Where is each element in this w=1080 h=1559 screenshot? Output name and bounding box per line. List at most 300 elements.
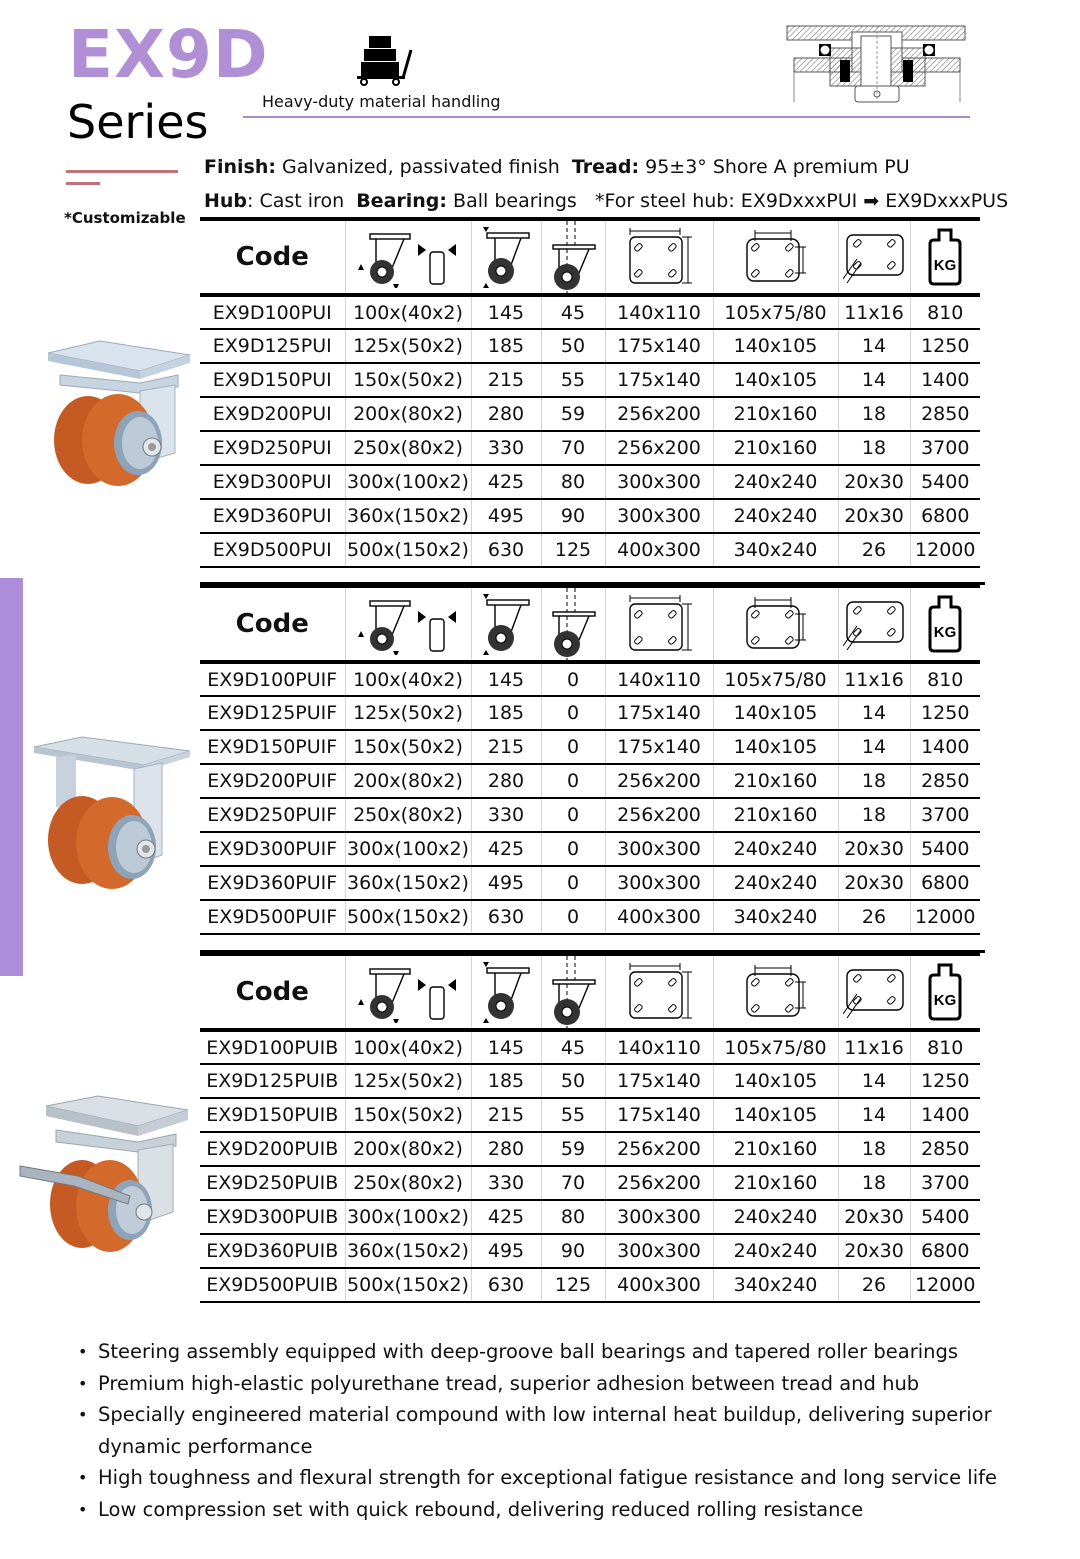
swivel-offset-icon (549, 221, 597, 293)
cell-load-capacity: 5400 (910, 832, 980, 866)
cart-with-boxes-icon (356, 34, 416, 86)
cell-load-capacity: 12000 (910, 900, 980, 934)
cell-bolt-hole-size: 11x16 (838, 295, 910, 329)
header-divider (243, 116, 970, 118)
overall-height-icon (481, 592, 531, 656)
cell-load-capacity: 810 (910, 295, 980, 329)
load-capacity-kg-icon (926, 963, 964, 1021)
cell-overall-height: 185 (471, 329, 541, 363)
svg-text:KG: KG (934, 624, 957, 641)
cell-bolt-hole-spacing: 210x160 (713, 764, 838, 798)
customizable-note: *Customizable (64, 209, 186, 227)
cell-overall-height: 215 (471, 730, 541, 764)
plate-size-icon (626, 227, 692, 287)
cell-code: EX9D500PUIF (200, 900, 345, 934)
cell-wheel-size: 150x(50x2) (345, 363, 471, 397)
cell-load-capacity: 2850 (910, 764, 980, 798)
cell-wheel-size: 200x(80x2) (345, 1132, 471, 1166)
cell-bolt-hole-spacing: 105x75/80 (713, 1030, 838, 1064)
cell-code: EX9D360PUIF (200, 866, 345, 900)
cell-load-capacity: 2850 (910, 397, 980, 431)
cell-wheel-size: 360x(150x2) (345, 499, 471, 533)
cell-plate-size: 140x110 (605, 1030, 713, 1064)
cell-load-capacity: 1250 (910, 696, 980, 730)
cell-load-capacity: 5400 (910, 465, 980, 499)
table-row (200, 1132, 980, 1166)
feature-item: • Steering assembly equipped with deep-groove ball bearings and tapered roller bearings (78, 1336, 1018, 1368)
cell-plate-size: 400x300 (605, 533, 713, 567)
table-row (200, 1098, 980, 1132)
cell-bolt-hole-size: 18 (838, 397, 910, 431)
cell-code: EX9D125PUIB (200, 1064, 345, 1098)
cell-wheel-size: 200x(80x2) (345, 397, 471, 431)
cell-overall-height: 215 (471, 363, 541, 397)
cell-swivel-offset: 45 (541, 295, 605, 329)
cell-bolt-hole-spacing: 140x105 (713, 329, 838, 363)
cell-overall-height: 145 (471, 1030, 541, 1064)
cell-wheel-size: 250x(80x2) (345, 431, 471, 465)
table-row (200, 696, 980, 730)
cell-overall-height: 495 (471, 499, 541, 533)
cell-load-capacity: 1250 (910, 1064, 980, 1098)
column-header-overall-height (471, 586, 541, 662)
cell-bolt-hole-spacing: 105x75/80 (713, 662, 838, 696)
column-header-swivel-offset (541, 954, 605, 1030)
cell-bolt-hole-size: 26 (838, 900, 910, 934)
cell-wheel-size: 100x(40x2) (345, 1030, 471, 1064)
cell-bolt-hole-size: 14 (838, 329, 910, 363)
cell-bolt-hole-size: 18 (838, 431, 910, 465)
wheel-size-icon (356, 226, 461, 288)
cell-code: EX9D500PUIB (200, 1268, 345, 1302)
cell-code: EX9D200PUIF (200, 764, 345, 798)
cell-bolt-hole-spacing: 210x160 (713, 397, 838, 431)
svg-text:KG: KG (934, 257, 957, 274)
column-header-bolt-hole-size (838, 586, 910, 662)
cell-bolt-hole-size: 20x30 (838, 1234, 910, 1268)
column-header-wheel-size (345, 219, 471, 295)
overall-height-icon (481, 960, 531, 1024)
cell-swivel-offset: 0 (541, 832, 605, 866)
cell-plate-size: 300x300 (605, 832, 713, 866)
cell-plate-size: 256x200 (605, 1132, 713, 1166)
cell-code: EX9D500PUI (200, 533, 345, 567)
cell-wheel-size: 500x(150x2) (345, 533, 471, 567)
column-header-load-capacity (910, 219, 980, 295)
cell-swivel-offset: 90 (541, 1234, 605, 1268)
cell-overall-height: 425 (471, 465, 541, 499)
table-body (200, 295, 980, 567)
table-row (200, 1030, 980, 1064)
cell-overall-height: 495 (471, 1234, 541, 1268)
cell-swivel-offset: 0 (541, 900, 605, 934)
cell-load-capacity: 1400 (910, 363, 980, 397)
cell-bolt-hole-spacing: 210x160 (713, 431, 838, 465)
cell-wheel-size: 200x(80x2) (345, 764, 471, 798)
tagline: Heavy-duty material handling (262, 92, 501, 111)
cell-swivel-offset: 125 (541, 1268, 605, 1302)
spec-line-finish-tread (204, 156, 910, 178)
cell-wheel-size: 125x(50x2) (345, 696, 471, 730)
column-header-overall-height (471, 219, 541, 295)
cell-swivel-offset: 0 (541, 798, 605, 832)
cell-overall-height: 425 (471, 1200, 541, 1234)
cell-plate-size: 256x200 (605, 397, 713, 431)
table-row (200, 730, 980, 764)
cell-overall-height: 630 (471, 1268, 541, 1302)
column-header-overall-height (471, 954, 541, 1030)
cell-bolt-hole-spacing: 240x240 (713, 866, 838, 900)
cell-plate-size: 300x300 (605, 866, 713, 900)
cell-load-capacity: 1250 (910, 329, 980, 363)
cell-code: EX9D200PUI (200, 397, 345, 431)
cell-code: EX9D125PUIF (200, 696, 345, 730)
tread-label: Tread: (571, 156, 640, 178)
fixed-caster-image (32, 735, 192, 895)
bearing-label: Bearing: (356, 190, 448, 212)
cell-plate-size: 175x140 (605, 696, 713, 730)
cell-bolt-hole-size: 20x30 (838, 866, 910, 900)
table-row (200, 832, 980, 866)
cell-overall-height: 215 (471, 1098, 541, 1132)
cell-plate-size: 256x200 (605, 798, 713, 832)
cell-bolt-hole-size: 11x16 (838, 1030, 910, 1064)
column-header-bolt-hole-size (838, 954, 910, 1030)
cell-code: EX9D300PUIB (200, 1200, 345, 1234)
cell-wheel-size: 300x(100x2) (345, 832, 471, 866)
cell-bolt-hole-size: 14 (838, 1064, 910, 1098)
cell-swivel-offset: 70 (541, 1166, 605, 1200)
cell-code: EX9D100PUIF (200, 662, 345, 696)
table-row (200, 662, 980, 696)
cell-load-capacity: 3700 (910, 1166, 980, 1200)
cell-plate-size: 140x110 (605, 295, 713, 329)
cell-plate-size: 256x200 (605, 764, 713, 798)
cell-plate-size: 400x300 (605, 900, 713, 934)
cell-wheel-size: 500x(150x2) (345, 900, 471, 934)
svg-text:KG: KG (934, 992, 957, 1009)
cell-wheel-size: 500x(150x2) (345, 1268, 471, 1302)
cell-swivel-offset: 59 (541, 397, 605, 431)
cell-bolt-hole-spacing: 140x105 (713, 1064, 838, 1098)
table-row (200, 1268, 980, 1302)
cell-wheel-size: 125x(50x2) (345, 329, 471, 363)
cell-bolt-hole-spacing: 240x240 (713, 499, 838, 533)
feature-item: • High toughness and flexural strength for exceptional fatigue resistance and long service life (78, 1462, 1018, 1494)
overall-height-icon (481, 225, 531, 289)
load-capacity-kg-icon (926, 228, 964, 286)
spec-table-fixed (200, 584, 980, 935)
cell-load-capacity: 6800 (910, 1234, 980, 1268)
cell-wheel-size: 150x(50x2) (345, 1098, 471, 1132)
cell-swivel-offset: 0 (541, 730, 605, 764)
plate-size-icon (626, 962, 692, 1022)
swivel-caster-image (40, 335, 195, 490)
hub-label: Hub (204, 190, 248, 212)
column-header-bolt-hole-size (838, 219, 910, 295)
bolt-hole-spacing-icon (743, 227, 809, 287)
cell-bolt-hole-spacing: 140x105 (713, 730, 838, 764)
cell-plate-size: 256x200 (605, 431, 713, 465)
finish-value: Galvanized, passivated finish (275, 156, 560, 178)
cell-overall-height: 495 (471, 866, 541, 900)
cell-wheel-size: 250x(80x2) (345, 798, 471, 832)
cell-wheel-size: 250x(80x2) (345, 1166, 471, 1200)
cell-code: EX9D250PUIB (200, 1166, 345, 1200)
column-header-code: Code (200, 219, 345, 295)
cell-overall-height: 330 (471, 431, 541, 465)
cell-load-capacity: 1400 (910, 1098, 980, 1132)
plate-size-icon (626, 594, 692, 654)
bolt-hole-size-icon (843, 231, 905, 283)
cell-code: EX9D150PUI (200, 363, 345, 397)
bolt-hole-spacing-icon (743, 962, 809, 1022)
cell-bolt-hole-spacing: 105x75/80 (713, 295, 838, 329)
cell-wheel-size: 150x(50x2) (345, 730, 471, 764)
cell-bolt-hole-size: 26 (838, 533, 910, 567)
cell-bolt-hole-spacing: 240x240 (713, 1234, 838, 1268)
cell-bolt-hole-size: 20x30 (838, 1200, 910, 1234)
table-row (200, 1234, 980, 1268)
cell-wheel-size: 300x(100x2) (345, 465, 471, 499)
cell-overall-height: 145 (471, 662, 541, 696)
column-header-plate-size (605, 586, 713, 662)
cell-code: EX9D300PUI (200, 465, 345, 499)
column-header-wheel-size (345, 586, 471, 662)
cell-load-capacity: 810 (910, 1030, 980, 1064)
cell-load-capacity: 3700 (910, 798, 980, 832)
cell-bolt-hole-size: 14 (838, 363, 910, 397)
cell-overall-height: 330 (471, 1166, 541, 1200)
table-row (200, 798, 980, 832)
cell-load-capacity: 1400 (910, 730, 980, 764)
table-row (200, 1166, 980, 1200)
table-row (200, 499, 980, 533)
cell-overall-height: 280 (471, 764, 541, 798)
cell-bolt-hole-size: 14 (838, 730, 910, 764)
cell-code: EX9D200PUIB (200, 1132, 345, 1166)
cell-plate-size: 175x140 (605, 363, 713, 397)
side-accent-bar (0, 578, 23, 976)
cell-overall-height: 145 (471, 295, 541, 329)
cell-swivel-offset: 80 (541, 1200, 605, 1234)
table-header-row (200, 954, 980, 1030)
table-body (200, 662, 980, 934)
feature-item: • Premium high-elastic polyurethane tread, superior adhesion between tread and hub (78, 1368, 1018, 1400)
table-row (200, 900, 980, 934)
cell-swivel-offset: 0 (541, 764, 605, 798)
table-row (200, 1200, 980, 1234)
table-row (200, 431, 980, 465)
cell-plate-size: 175x140 (605, 1098, 713, 1132)
cell-bolt-hole-spacing: 340x240 (713, 900, 838, 934)
cell-bolt-hole-size: 18 (838, 764, 910, 798)
cell-wheel-size: 300x(100x2) (345, 1200, 471, 1234)
load-capacity-kg-icon (926, 595, 964, 653)
table-row (200, 866, 980, 900)
cell-plate-size: 300x300 (605, 1200, 713, 1234)
table-body (200, 1030, 980, 1302)
cell-swivel-offset: 50 (541, 1064, 605, 1098)
column-header-plate-size (605, 954, 713, 1030)
cell-wheel-size: 360x(150x2) (345, 866, 471, 900)
cell-code: EX9D125PUI (200, 329, 345, 363)
cell-swivel-offset: 45 (541, 1030, 605, 1064)
cell-load-capacity: 12000 (910, 533, 980, 567)
cell-plate-size: 256x200 (605, 1166, 713, 1200)
cell-code: EX9D100PUI (200, 295, 345, 329)
cell-overall-height: 330 (471, 798, 541, 832)
cell-bolt-hole-spacing: 340x240 (713, 1268, 838, 1302)
cell-overall-height: 280 (471, 1132, 541, 1166)
table-row (200, 295, 980, 329)
table-header-row (200, 219, 980, 295)
cell-plate-size: 300x300 (605, 499, 713, 533)
cell-bolt-hole-size: 11x16 (838, 662, 910, 696)
column-header-code: Code (200, 586, 345, 662)
table-row (200, 465, 980, 499)
cell-overall-height: 630 (471, 533, 541, 567)
column-header-swivel-offset (541, 586, 605, 662)
feature-item: • Specially engineered material compound with low internal heat buildup, delivering superior dynamic performance (78, 1399, 1018, 1462)
cell-bolt-hole-spacing: 140x105 (713, 696, 838, 730)
cell-code: EX9D150PUIF (200, 730, 345, 764)
cell-load-capacity: 810 (910, 662, 980, 696)
bolt-hole-size-icon (843, 966, 905, 1018)
cell-plate-size: 175x140 (605, 1064, 713, 1098)
series-title: EX9D (68, 16, 269, 93)
column-header-swivel-offset (541, 219, 605, 295)
brake-caster-image (18, 1092, 193, 1257)
cell-swivel-offset: 0 (541, 696, 605, 730)
cell-bolt-hole-size: 18 (838, 1166, 910, 1200)
cell-plate-size: 300x300 (605, 465, 713, 499)
table-row (200, 397, 980, 431)
cell-swivel-offset: 50 (541, 329, 605, 363)
wheel-size-icon (356, 961, 461, 1023)
column-header-plate-size (605, 219, 713, 295)
cell-bolt-hole-spacing: 240x240 (713, 465, 838, 499)
bolt-hole-size-icon (843, 598, 905, 650)
column-header-load-capacity (910, 954, 980, 1030)
column-header-code: Code (200, 954, 345, 1030)
cell-plate-size: 400x300 (605, 1268, 713, 1302)
column-header-bolt-hole-spacing (713, 219, 838, 295)
cell-swivel-offset: 90 (541, 499, 605, 533)
cell-load-capacity: 6800 (910, 499, 980, 533)
cell-bolt-hole-size: 18 (838, 798, 910, 832)
bolt-hole-spacing-icon (743, 594, 809, 654)
column-header-bolt-hole-spacing (713, 586, 838, 662)
cell-load-capacity: 5400 (910, 1200, 980, 1234)
cell-bolt-hole-size: 20x30 (838, 499, 910, 533)
table-row (200, 1064, 980, 1098)
cell-swivel-offset: 125 (541, 533, 605, 567)
spec-table-brake (200, 952, 980, 1303)
cell-bolt-hole-size: 14 (838, 1098, 910, 1132)
cell-plate-size: 175x140 (605, 730, 713, 764)
wheel-size-icon (356, 593, 461, 655)
cell-bolt-hole-size: 20x30 (838, 465, 910, 499)
cell-bolt-hole-spacing: 240x240 (713, 1200, 838, 1234)
feature-item: • Low compression set with quick rebound, delivering reduced rolling resistance (78, 1494, 1018, 1526)
cell-wheel-size: 125x(50x2) (345, 1064, 471, 1098)
accent-rule-short (66, 182, 100, 185)
cell-code: EX9D250PUIF (200, 798, 345, 832)
cell-bolt-hole-size: 26 (838, 1268, 910, 1302)
cell-bolt-hole-size: 14 (838, 696, 910, 730)
table-row (200, 533, 980, 567)
cell-wheel-size: 360x(150x2) (345, 1234, 471, 1268)
cell-overall-height: 280 (471, 397, 541, 431)
cell-swivel-offset: 70 (541, 431, 605, 465)
cell-plate-size: 175x140 (605, 329, 713, 363)
spec-line-hub-bearing (204, 190, 1008, 212)
table-row (200, 329, 980, 363)
finish-label: Finish: (204, 156, 276, 178)
column-header-load-capacity (910, 586, 980, 662)
cell-load-capacity: 6800 (910, 866, 980, 900)
table-row (200, 363, 980, 397)
cell-overall-height: 185 (471, 1064, 541, 1098)
cell-bolt-hole-size: 20x30 (838, 832, 910, 866)
cell-wheel-size: 100x(40x2) (345, 295, 471, 329)
cell-bolt-hole-spacing: 210x160 (713, 1132, 838, 1166)
series-subtitle: Series (67, 95, 209, 149)
cell-bolt-hole-spacing: 210x160 (713, 798, 838, 832)
cell-swivel-offset: 55 (541, 363, 605, 397)
bearing-cross-section-diagram (785, 24, 970, 104)
tread-value: 95±3° Shore A premium PU (639, 156, 910, 178)
cell-bolt-hole-spacing: 240x240 (713, 832, 838, 866)
cell-swivel-offset: 80 (541, 465, 605, 499)
bearing-value: Ball bearings (447, 190, 577, 212)
cell-swivel-offset: 59 (541, 1132, 605, 1166)
feature-list (78, 1336, 1018, 1525)
accent-rule (66, 170, 178, 173)
table-row (200, 764, 980, 798)
cell-overall-height: 630 (471, 900, 541, 934)
cell-plate-size: 140x110 (605, 662, 713, 696)
steel-hub-note: *For steel hub: EX9DxxxPUI ➡ EX9DxxxPUS (594, 190, 1009, 212)
spec-table-swivel (200, 217, 980, 568)
cell-code: EX9D250PUI (200, 431, 345, 465)
swivel-offset-icon (549, 588, 597, 660)
cell-swivel-offset: 0 (541, 866, 605, 900)
cell-overall-height: 425 (471, 832, 541, 866)
cell-overall-height: 185 (471, 696, 541, 730)
column-header-bolt-hole-spacing (713, 954, 838, 1030)
cell-code: EX9D360PUI (200, 499, 345, 533)
table-header-row (200, 586, 980, 662)
cell-code: EX9D300PUIF (200, 832, 345, 866)
hub-value: : Cast iron (247, 190, 345, 212)
cell-code: EX9D100PUIB (200, 1030, 345, 1064)
cell-load-capacity: 2850 (910, 1132, 980, 1166)
column-header-wheel-size (345, 954, 471, 1030)
swivel-offset-icon (549, 956, 597, 1028)
cell-bolt-hole-spacing: 210x160 (713, 1166, 838, 1200)
cell-load-capacity: 3700 (910, 431, 980, 465)
cell-bolt-hole-size: 18 (838, 1132, 910, 1166)
cell-swivel-offset: 55 (541, 1098, 605, 1132)
cell-load-capacity: 12000 (910, 1268, 980, 1302)
cell-swivel-offset: 0 (541, 662, 605, 696)
cell-bolt-hole-spacing: 140x105 (713, 363, 838, 397)
cell-bolt-hole-spacing: 340x240 (713, 533, 838, 567)
cell-plate-size: 300x300 (605, 1234, 713, 1268)
cell-wheel-size: 100x(40x2) (345, 662, 471, 696)
